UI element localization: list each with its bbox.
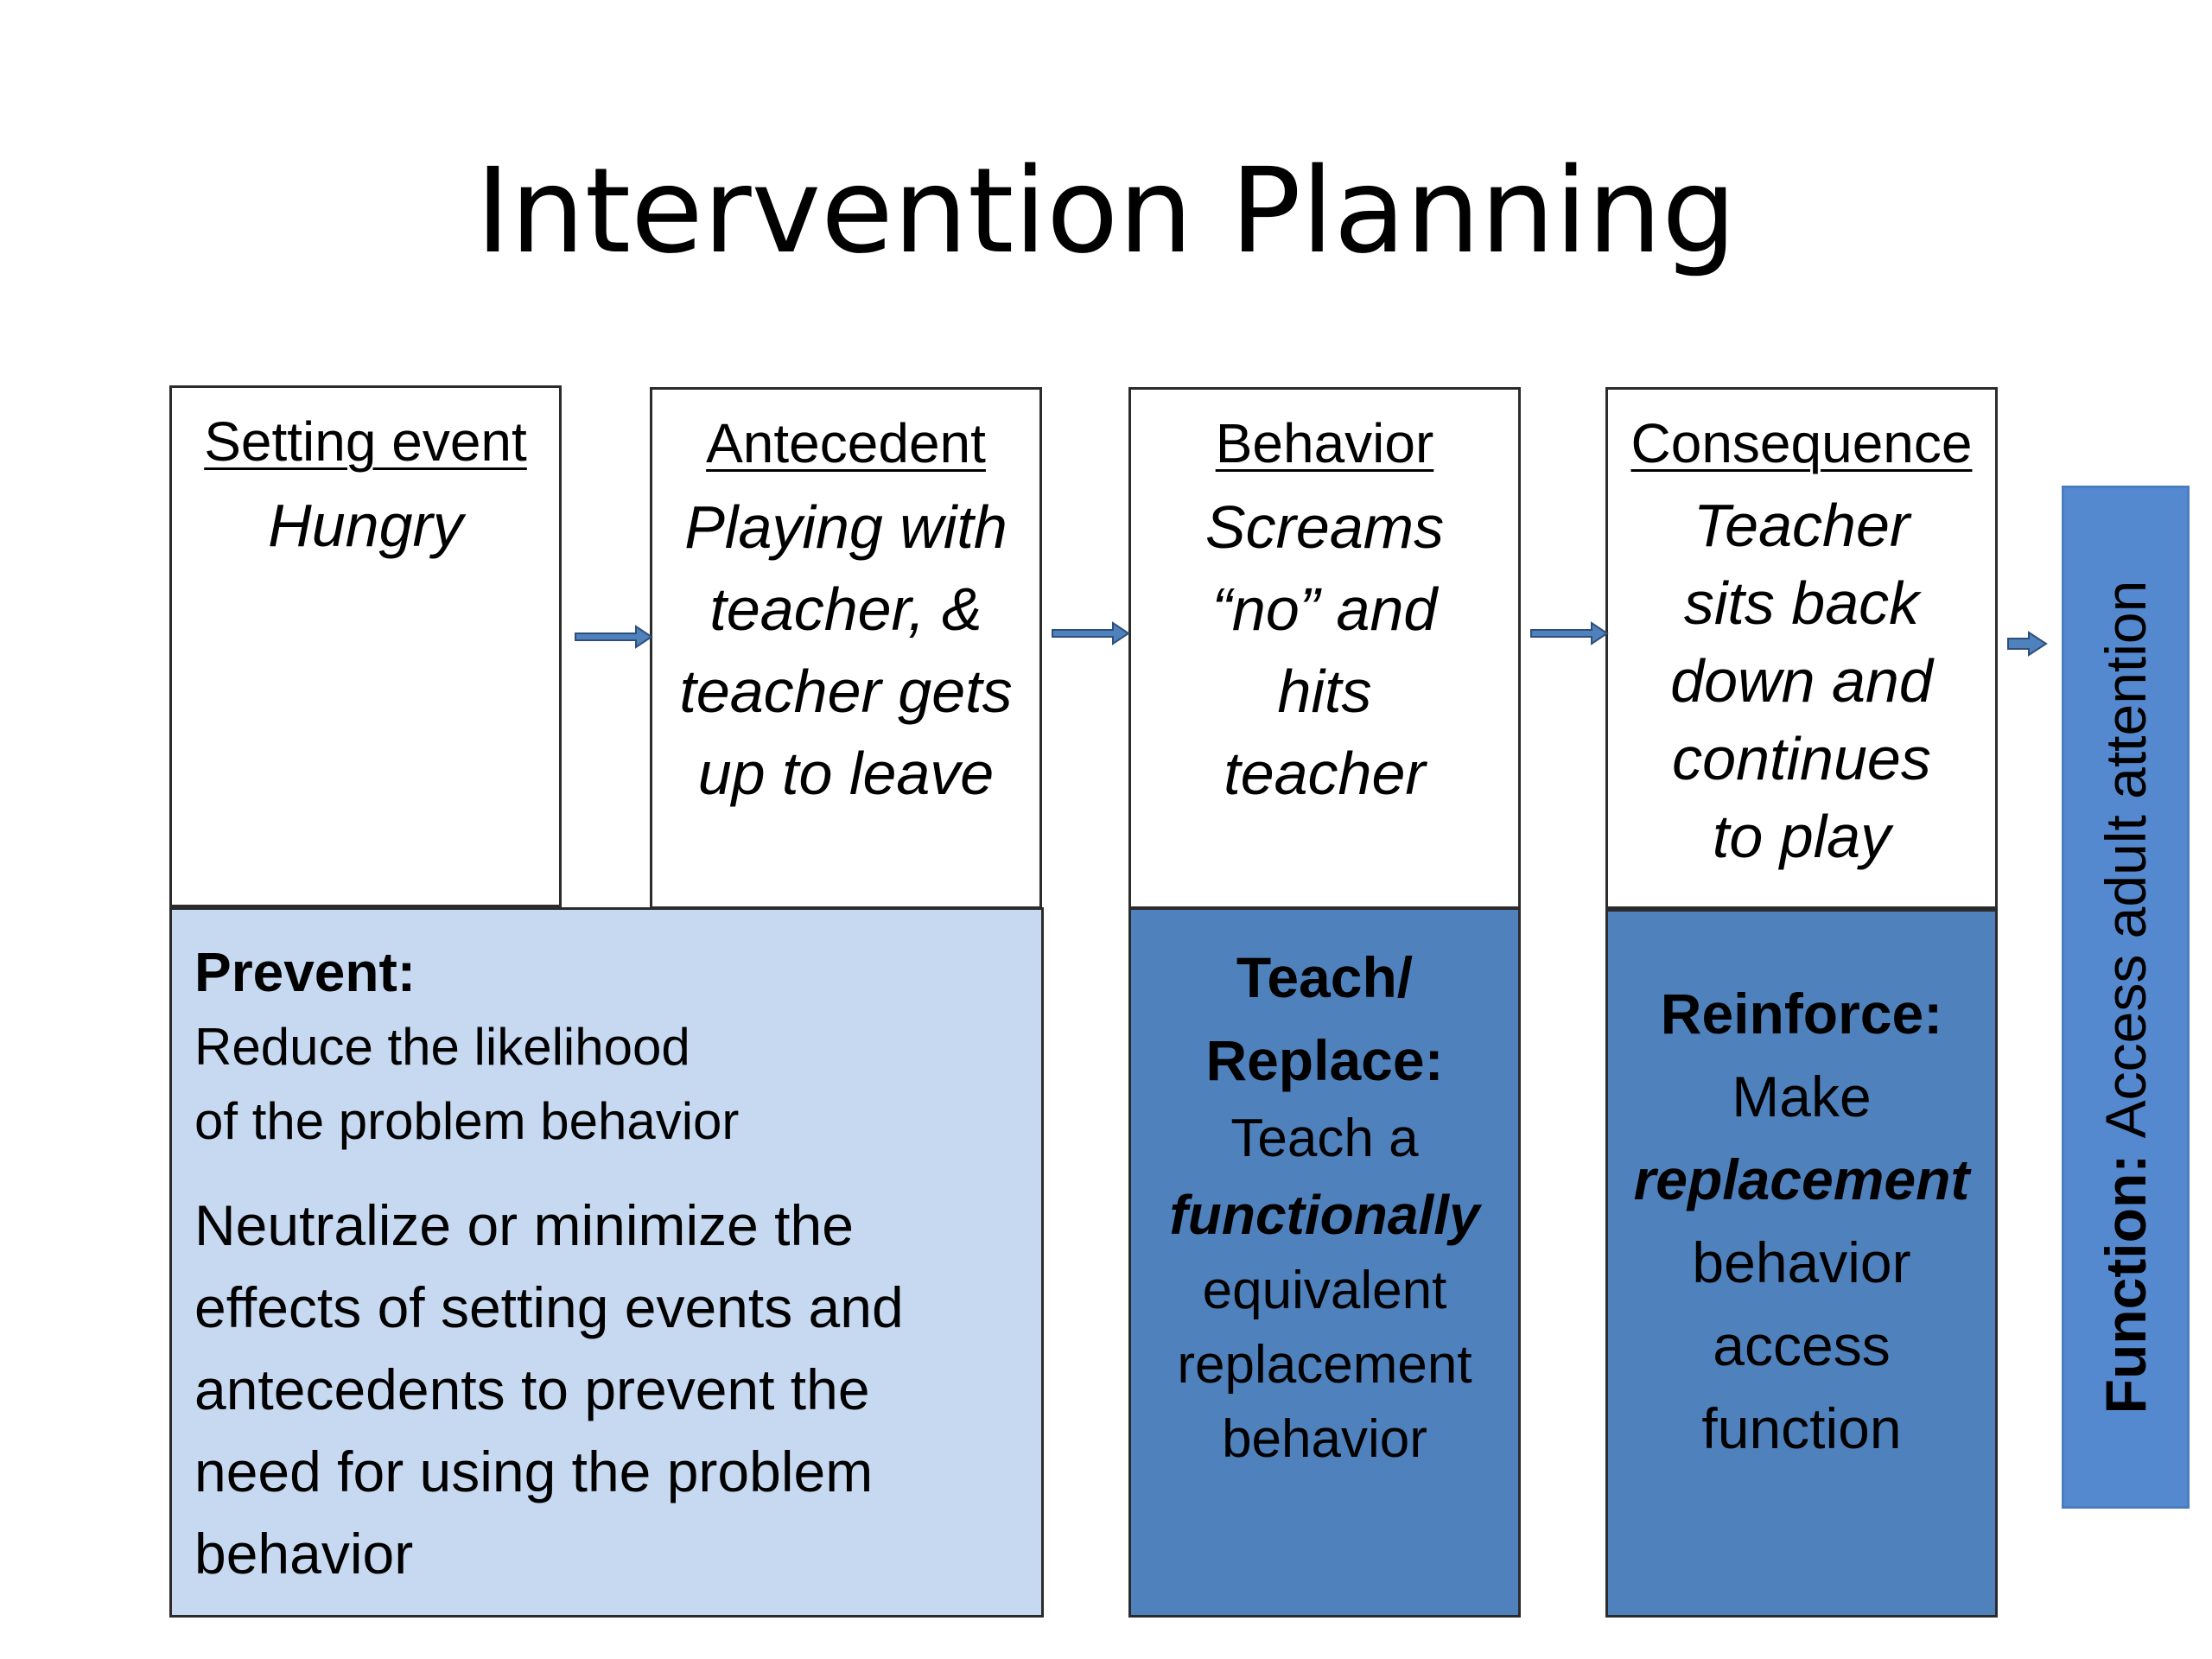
replace-label: Replace: [1205,1028,1444,1092]
teach-line: behavior [1222,1409,1427,1469]
arrow-right-icon [1051,620,1130,646]
arrow-right-icon [1529,620,1609,646]
prevent-paragraph-line: behavior [194,1522,414,1586]
behavior-text [1131,486,1518,815]
antecedent-line: Playing with [684,493,1007,561]
behavior-box [1128,387,1521,909]
reinforce-panel [1605,909,1998,1618]
behavior-line: teacher [1224,740,1426,807]
slide-title: Intervention Planning [475,143,1737,280]
function-text [2091,505,2160,1490]
setting-event-heading: Setting event [204,410,527,473]
antecedent-box [650,387,1042,909]
prevent-line: of the problem behavior [194,1092,740,1150]
behavior-line: “no” and [1211,575,1438,643]
reinforce-line: behavior [1692,1230,1911,1294]
arrow-right-icon [574,624,653,650]
teach-emphasis: functionally [1169,1184,1480,1246]
prevent-paragraph [194,1185,1019,1595]
teach-line: equivalent [1202,1261,1447,1320]
function-label: Function: [2094,1138,2158,1414]
consequence-line: to play [1712,803,1891,870]
prevent-paragraph-line: need for using the problem [194,1440,874,1503]
reinforce-line: function [1701,1396,1902,1460]
teach-label: Teach/ [1236,945,1414,1009]
reinforce-line: access [1713,1313,1891,1377]
behavior-line: Screams [1205,493,1445,561]
teach-replace-panel [1128,907,1521,1618]
arrow-right-icon [2006,631,2048,657]
reinforce-line: Make [1732,1065,1872,1128]
consequence-text [1608,486,1995,875]
prevent-panel [169,907,1044,1618]
setting-event-box [169,385,562,907]
antecedent-line: teacher gets [679,658,1013,725]
consequence-line: down and [1670,647,1933,715]
antecedent-heading: Antecedent [706,412,986,474]
consequence-line: continues [1672,725,1931,792]
function-value: Access adult attention [2094,580,2158,1139]
reinforce-label: Reinforce: [1660,982,1943,1046]
prevent-label: Prevent: [194,941,416,1003]
antecedent-text [652,486,1039,815]
behavior-heading: Behavior [1215,412,1434,474]
consequence-line: Teacher [1693,492,1910,559]
reinforce-emphasis: replacement [1633,1147,1970,1211]
consequence-line: sits back [1683,569,1920,637]
prevent-line: Reduce the likelihood [194,1018,690,1076]
teach-line: Teach a [1230,1109,1419,1168]
prevent-paragraph-line: effects of setting events and [194,1275,904,1339]
antecedent-line: teacher, & [709,575,982,643]
teach-line: replacement [1177,1335,1472,1395]
prevent-paragraph-line: Neutralize or minimize the [194,1193,854,1257]
antecedent-line: up to leave [697,740,995,807]
prevent-paragraph-line: antecedents to prevent the [194,1357,870,1421]
consequence-heading: Consequence [1630,412,1973,474]
consequence-box [1605,387,1998,909]
function-bar [2062,486,2190,1509]
setting-event-line: Hungry [268,492,463,559]
setting-event-text [172,485,559,567]
behavior-line: hits [1277,658,1372,725]
